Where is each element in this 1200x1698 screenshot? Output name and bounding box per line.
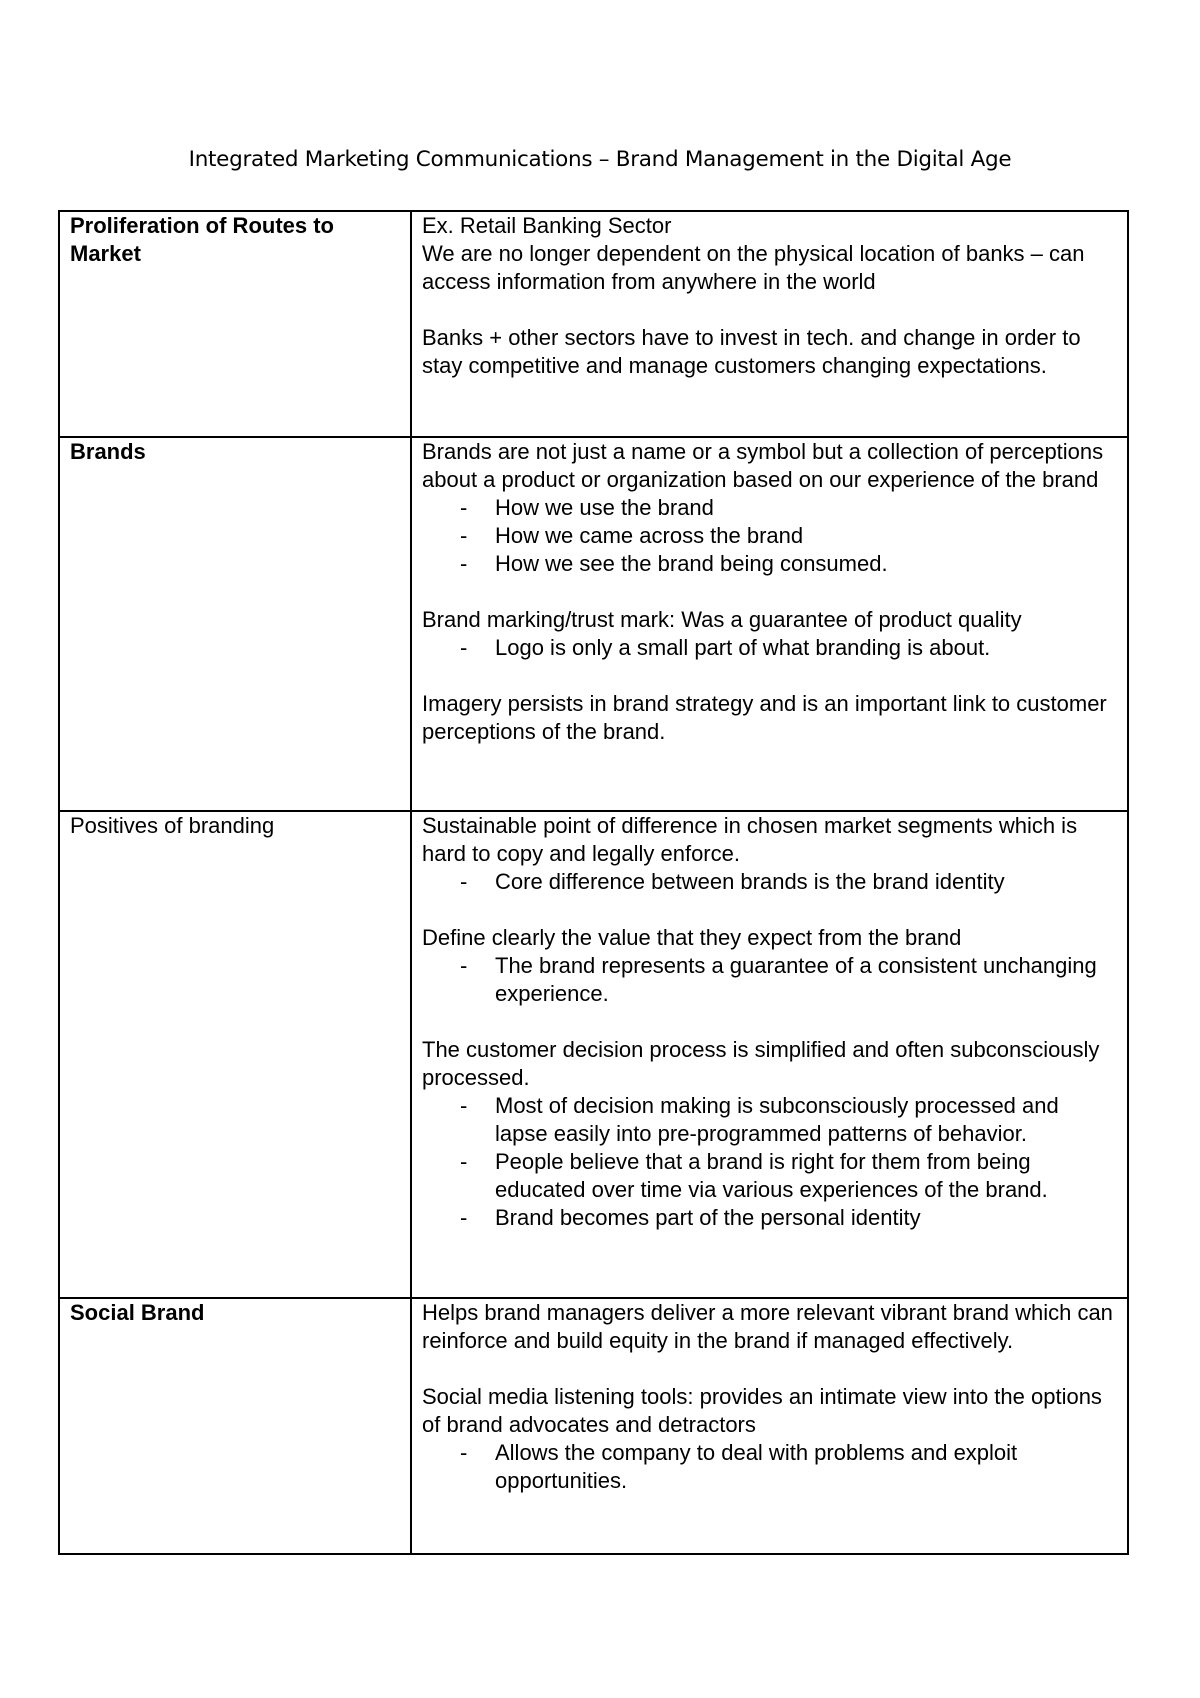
dash-bullet: - [460,523,468,548]
list-item-text: How we see the brand being consumed. [495,551,888,576]
dash-bullet: - [460,1093,468,1118]
dash-bullet: - [460,635,468,660]
dash-list [422,634,1117,662]
paragraph-spacer [422,578,1117,606]
list-item [422,1148,1117,1204]
dash-bullet: - [460,1440,468,1465]
paragraph: Brands are not just a name or a symbol but a collection of perceptions about a product or organization based on our experience of the brand [422,439,1104,492]
paragraph-spacer [422,896,1117,924]
paragraph-spacer [422,1355,1117,1383]
paragraph: We are no longer dependent on the physical location of banks – can access information from anywhere in the world [422,241,1085,294]
content-cell [411,811,1128,1298]
dash-list [422,868,1117,896]
paragraph: Social media listening tools: provides an intimate view into the options of brand advocates and detractors [422,1384,1102,1437]
dash-list [422,1092,1117,1232]
paragraph: Define clearly the value that they expect from the brand [422,925,962,950]
notes-table [58,210,1129,1555]
paragraph: Sustainable point of difference in chosen market segments which is hard to copy and legally enforce. [422,813,1078,866]
table-row [59,1298,1128,1554]
list-item [422,1204,1117,1232]
list-item [422,522,1117,550]
dash-bullet: - [460,551,468,576]
document-title: Integrated Marketing Communications – Brand Management in the Digital Age [188,147,1012,172]
dash-list [422,494,1117,578]
list-item [422,634,1117,662]
list-item-text: Most of decision making is subconsciously processed and lapse easily into pre-programmed patterns of behavior. [495,1093,1059,1146]
table-row [59,811,1128,1298]
paragraph-spacer [422,662,1117,690]
paragraph: Helps brand managers deliver a more relevant vibrant brand which can reinforce and build equity in the brand if managed effectively. [422,1300,1113,1353]
list-item-text: The brand represents a guarantee of a consistent unchanging experience. [495,953,1097,1006]
paragraph-spacer [422,296,1117,324]
dash-bullet: - [460,1205,468,1230]
paragraph: Banks + other sectors have to invest in tech. and change in order to stay competitive and manage customers changing expectations. [422,325,1081,378]
list-item [422,550,1117,578]
list-item-text: People believe that a brand is right for them from being educated over time via various experiences of the brand. [495,1149,1048,1202]
dash-list [422,1439,1117,1495]
list-item-text: How we came across the brand [495,523,804,548]
paragraph: The customer decision process is simplified and often subconsciously processed. [422,1037,1100,1090]
topic-cell: Brands [59,437,411,811]
list-item [422,494,1117,522]
list-item [422,1439,1117,1495]
content-cell [411,211,1128,437]
topic-cell: Proliferation of Routes to Market [59,211,411,437]
dash-bullet: - [460,953,468,978]
paragraph: Ex. Retail Banking Sector [422,213,672,238]
dash-bullet: - [460,869,468,894]
paragraph: Brand marking/trust mark: Was a guarantee of product quality [422,607,1022,632]
list-item [422,868,1117,896]
content-cell [411,1298,1128,1554]
content-cell [411,437,1128,811]
table-row [59,211,1128,437]
paragraph: Imagery persists in brand strategy and is an important link to customer perceptions of the brand. [422,691,1107,744]
list-item-text: Brand becomes part of the personal identity [495,1205,921,1230]
list-item [422,952,1117,1008]
dash-bullet: - [460,1149,468,1174]
list-item-text: How we use the brand [495,495,714,520]
list-item-text: Allows the company to deal with problems and exploit opportunities. [495,1440,1018,1493]
dash-bullet: - [460,495,468,520]
list-item-text: Logo is only a small part of what branding is about. [495,635,991,660]
list-item [422,1092,1117,1148]
table-row [59,437,1128,811]
topic-cell: Positives of branding [59,811,411,1298]
notes-table-body [59,211,1128,1554]
dash-list [422,952,1117,1008]
topic-cell: Social Brand [59,1298,411,1554]
paragraph-spacer [422,1008,1117,1036]
list-item-text: Core difference between brands is the brand identity [495,869,1005,894]
